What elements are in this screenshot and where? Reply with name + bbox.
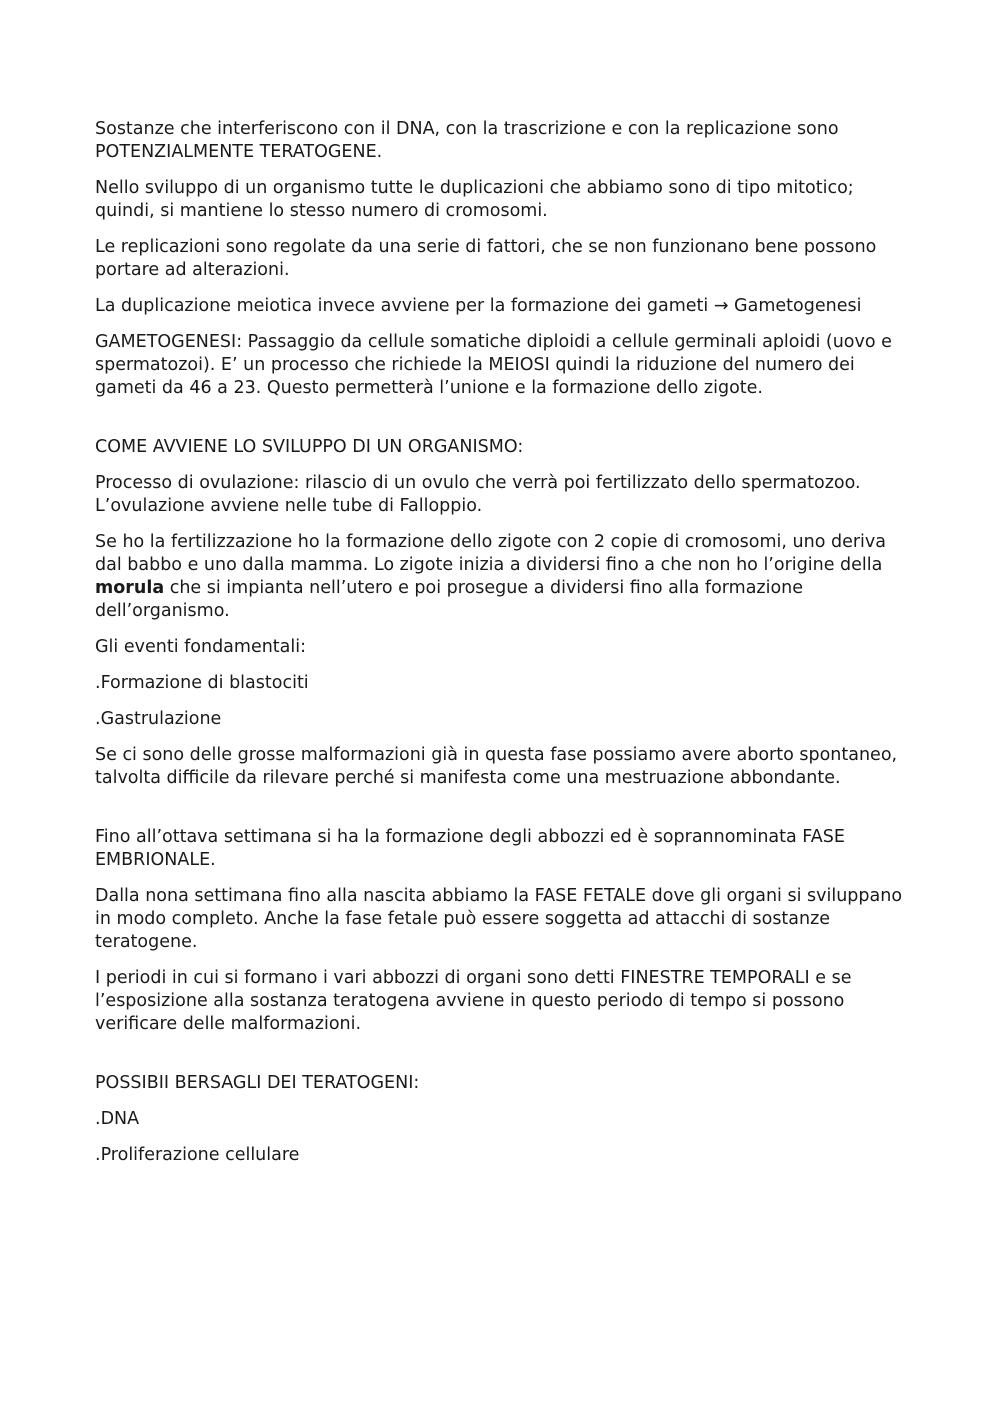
fertilization-text-start: Se ho la fertilizzazione ho la formazione dello zigote con 2 copie di cromosomi, uno deriva dal babbo e uno dalla mamma. Lo zigote inizia a dividersi fino a che non ho l’origine della xyxy=(95,532,886,575)
paragraph-fertilization xyxy=(95,531,915,623)
paragraph-embryonic-phase: Fino all’ottava settimana si ha la formazione degli abbozzi ed è soprannominata FASE EMBRIONALE. xyxy=(95,827,845,870)
list-item-dna: .DNA xyxy=(95,1109,140,1129)
paragraph-teratogens-intro: Sostanze che interferiscono con il DNA, con la trascrizione e con la replicazione sono POTENZIALMENTE TERATOGENE. xyxy=(95,119,839,162)
paragraph-key-events: Gli eventi fondamentali: xyxy=(95,637,307,657)
morula-bold-term: morula xyxy=(95,578,165,598)
list-item-cell-proliferation: .Proliferazione cellulare xyxy=(95,1145,300,1165)
section-heading-targets: POSSIBII BERSAGLI DEI TERATOGENI: xyxy=(95,1073,420,1093)
paragraph-meiosis: La duplicazione meiotica invece avviene per la formazione dei gameti → Gametogenesi xyxy=(95,296,862,316)
section-heading-development: COME AVVIENE LO SVILUPPO DI UN ORGANISMO: xyxy=(95,437,524,457)
paragraph-mitosis: Nello sviluppo di un organismo tutte le duplicazioni che abbiamo sono di tipo mitotico; quindi, si mantiene lo stesso numero di cromosomi. xyxy=(95,178,854,221)
paragraph-malformations: Se ci sono delle grosse malformazioni già in questa fase possiamo avere aborto spontaneo, talvolta difficile da rilevare perché si manifesta come una mestruazione abbondante. xyxy=(95,745,898,788)
paragraph-replication: Le replicazioni sono regolate da una serie di fattori, che se non funzionano bene possono portare ad alterazioni. xyxy=(95,237,877,280)
list-item-gastrulation: .Gastrulazione xyxy=(95,709,222,729)
list-item-blastocytes: .Formazione di blastociti xyxy=(95,673,309,693)
paragraph-gametogenesis: GAMETOGENESI: Passaggio da cellule somatiche diploidi a cellule germinali aploidi (uovo e spermatozoi). E’ un processo che richiede la MEIOSI quindi la riduzione del numero dei gameti da 46 a 23. Questo permetterà l’unione e la formazione dello zigote. xyxy=(95,332,892,398)
fertilization-text-end: che si impianta nell’utero e poi prosegue a dividersi fino alla formazione dell’organismo. xyxy=(95,578,804,621)
paragraph-time-windows: I periodi in cui si formano i vari abbozzi di organi sono detti FINESTRE TEMPORALI e se l’esposizione alla sostanza teratogena avviene in questo periodo di tempo si possono verificare delle malformazioni. xyxy=(95,968,852,1034)
paragraph-ovulation: Processo di ovulazione: rilascio di un ovulo che verrà poi fertilizzato dello spermatozoo. L’ovulazione avviene nelle tube di Falloppio. xyxy=(95,473,861,516)
paragraph-fetal-phase: Dalla nona settimana fino alla nascita abbiamo la FASE FETALE dove gli organi si sviluppano in modo completo. Anche la fase fetale può essere soggetta ad attacchi di sostanze teratogene. xyxy=(95,886,903,952)
document-page xyxy=(95,118,915,1167)
